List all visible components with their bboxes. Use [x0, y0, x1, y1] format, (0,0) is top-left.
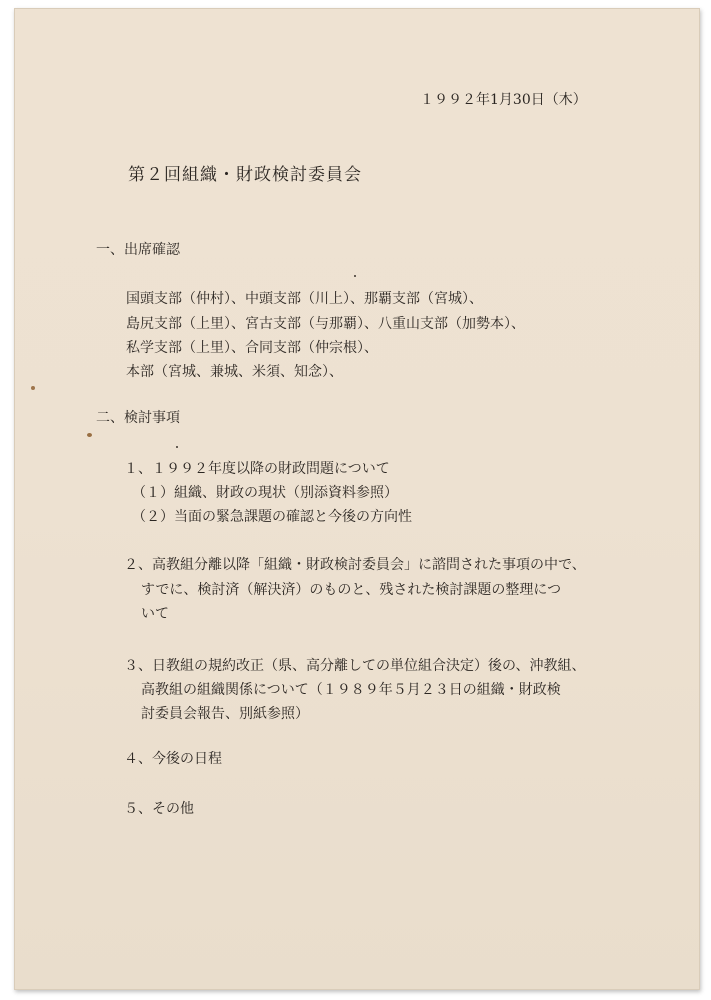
- document-title: 第２回組織・財政検討委員会: [128, 165, 362, 185]
- document-date: １９９２年1月30日（木）: [420, 92, 587, 108]
- item-5: ５、その他: [124, 801, 194, 817]
- item-4: ４、今後の日程: [124, 751, 222, 767]
- item-1-sub-1: （１）組織、財政の現状（別添資料参照）: [132, 485, 398, 501]
- paper-speck: [176, 446, 178, 448]
- item-3-line-1: ３、日教組の規約改正（県、高分離しての単位組合決定）後の、沖教組、: [124, 658, 586, 674]
- item-1-sub-2: （２）当面の緊急課題の確認と今後の方向性: [132, 509, 412, 525]
- document-page: [14, 8, 700, 990]
- paper-speck: [354, 275, 356, 277]
- attendance-line-4: 本部（宮城、兼城、米須、知念）、: [126, 364, 343, 380]
- section-1-heading: 一、出席確認: [96, 242, 180, 258]
- paper-stain: [31, 386, 35, 390]
- item-2-line-3: いて: [141, 606, 169, 622]
- item-2-line-1: ２、高教組分離以降「組織・財政検討委員会」に諮問された事項の中で、: [124, 557, 586, 573]
- item-3-line-2: 高教組の組織関係について（１９８９年５月２３日の組織・財政検: [141, 682, 561, 698]
- section-2-heading: 二、検討事項: [96, 410, 180, 426]
- attendance-line-1: 国頭支部（仲村）、中頭支部（川上）、那覇支部（宮城）、: [126, 291, 483, 307]
- attendance-line-3: 私学支部（上里）、合同支部（仲宗根）、: [126, 340, 378, 356]
- attendance-line-2: 島尻支部（上里）、宮古支部（与那覇）、八重山支部（加勢本）、: [126, 316, 525, 332]
- paper-stain: [87, 433, 92, 437]
- item-1-label: １、１９９２年度以降の財政問題について: [124, 461, 390, 477]
- item-3-line-3: 討委員会報告、別紙参照）: [141, 706, 309, 722]
- item-2-line-2: すでに、検討済（解決済）のものと、残された検討課題の整理につ: [141, 582, 562, 598]
